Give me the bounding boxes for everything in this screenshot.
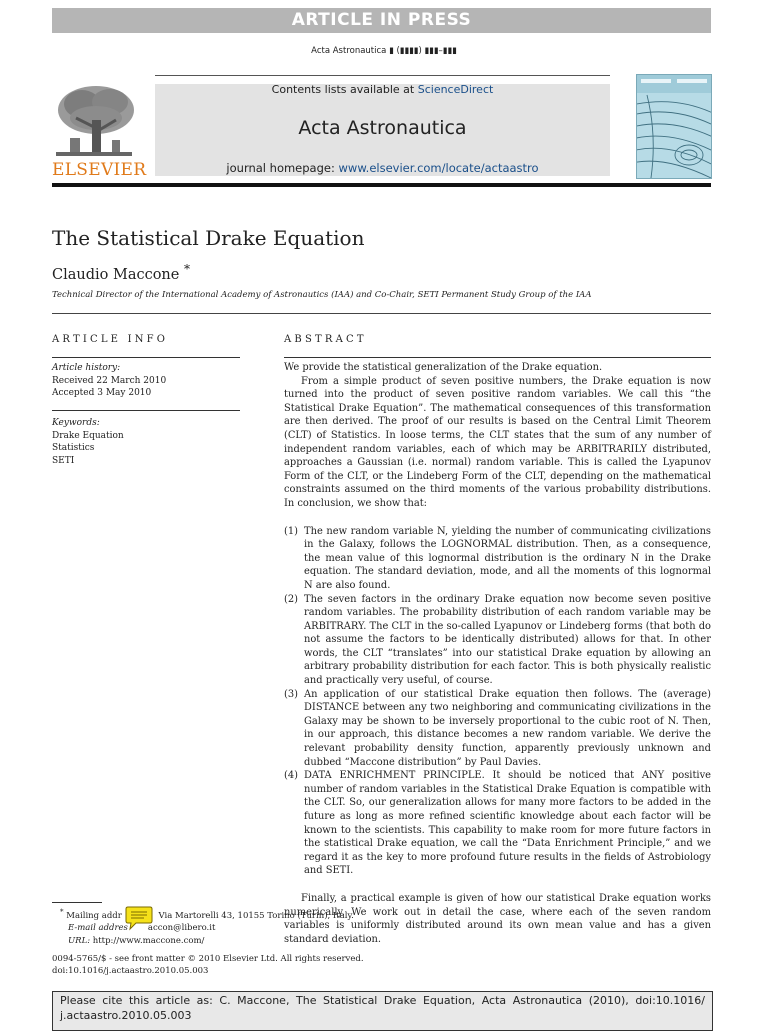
article-history [52,362,166,400]
list-item-text: An application of our statistical Drake equation then follows. The (average) DISTANCE between any two neighboring and communicating civilizations in the Galaxy may be shown to be inversely proportional to the cubic root of N. Then, in our approach, this distance becomes a new random variable. We derive the relevant probability density function, apparently previously unknown and dubbed “Maccone distribution” by Paul Davies. [304,688,711,768]
keywords-rule [52,410,240,411]
journal-homepage [155,161,610,175]
abstract-rule [284,357,711,358]
abstract-heading: ABSTRACT [284,334,367,345]
author-footnote-mark[interactable]: * [183,262,191,276]
keyword: SETI [52,455,75,466]
running-head: Acta Astronautica ▮ (▮▮▮▮) ▮▮▮–▮▮▮ [311,46,457,56]
copyright-block [52,953,364,978]
list-item [284,688,711,770]
list-item-number: (2) [284,593,298,605]
contents-prefix: Contents lists available at [271,83,415,96]
keywords-block [52,417,124,467]
keywords-label: Keywords: [52,418,100,428]
list-item-text: The new random variable N, yielding the number of communicating civilizations in the Galaxy, follows the LOGNORMAL distribution. Then, as a consequence, the mean value of this lognormal distribution is the ordinary N in the Drake equation. The standard deviation, mode, and all the moments of this lognormal N are also found. [304,525,711,591]
homepage-prefix: journal homepage: [226,161,335,175]
sciencedirect-link[interactable]: ScienceDirect [417,83,494,96]
homepage-link[interactable]: www.elsevier.com/locate/actaastro [338,161,539,175]
url-line [60,935,354,947]
list-item [284,593,711,688]
footnote-rule [52,902,102,903]
author-line [52,262,190,283]
journal-name: Acta Astronautica [298,117,467,139]
mailing-address-label: Mailing addr [66,910,122,921]
url-label: URL: [68,935,91,946]
abstract-paragraph: From a simple product of seven positive numbers, the Drake equation is now turned into the product of seven positive random variables. We call this “the Statistical Drake Equation”. The mathematical consequences of this transformation are then derived. The proof of our results is based on the Central Limit Theorem (CLT) of Statistics. In loose terms, the CLT states that the sum of any number of independent random variables, each of which may be ARBITRARILY distributed, approaches a Gaussian (i.e. normal) random variable. This is called the Lyapunov Form of the CLT, or the Lindeberg Form of the CLT, depending on the mathematical constraints assumed on the third moments of the various probability distributions. In conclusion, we show that: [284,375,711,509]
article-title: The Statistical Drake Equation [52,226,365,250]
list-item-text: DATA ENRICHMENT PRINCIPLE. It should be noticed that ANY positive number of random variables in the Statistical Drake Equation is compatible with the CLT. So, our generalization allows for many more factors to be added in the future as long as more refined scientific knowledge about each factor will be known to the scientists. This capability to make room for more future factors in the statistical Drake equation, we call the “Data Enrichment Principle,” and we regard it as the key to more profound future results in the fields of Astrobiology and SETI. [304,770,711,877]
header-bottom-rule [52,183,711,187]
email-label: E-mail addres [68,923,128,934]
history-label: Article history: [52,363,121,373]
journal-cover-image [636,74,712,179]
list-item-number: (1) [284,525,298,537]
abstract-paragraph: We provide the statistical generalization of the Drake equation. [284,362,603,373]
elsevier-tree-logo [52,84,137,160]
received-date: Received 22 March 2010 [52,375,167,386]
keyword: Drake Equation [52,430,124,441]
cover-art [637,75,711,178]
doi-line: doi:10.1016/j.actaastro.2010.05.003 [52,966,209,977]
article-info-heading: ARTICLE INFO [52,334,169,345]
mailing-address-line [60,906,354,922]
email-line [60,922,354,934]
author-name: Claudio Maccone [52,266,180,283]
footnote-mark: * [60,907,64,916]
accepted-date: Accepted 3 May 2010 [52,388,152,398]
mailing-address-value: Via Martorelli 43, 10155 Torino (Turin), Italy. [158,910,354,921]
abstract-body [284,361,711,946]
list-item [284,525,711,593]
list-item [284,769,711,878]
comment-annotation-icon[interactable] [124,906,154,932]
list-item-text: The seven factors in the ordinary Drake equation now become seven positive random variables. The probability distribution of each random variable may be ARBITRARY. The CLT in the so-called Lyapunov or Lindeberg forms (that both do not assume the factors to be identically distributed) allows for that. In other words, the CLT “translates” into our statistical Drake equation by allowing an arbitrary probability distribution for each factor. This is both physically realistic and practically very useful, of course. [304,593,711,687]
keyword: Statistics [52,443,95,453]
email-value[interactable]: accon@libero.it [147,923,216,934]
article-in-press-banner: ARTICLE IN PRESS [52,8,711,33]
list-item-number: (3) [284,688,298,700]
elsevier-wordmark: ELSEVIER [52,160,147,180]
list-item-number: (4) [284,770,298,782]
author-affiliation: Technical Director of the International Academy of Astronautics (IAA) and Co-Chair, SETI Permanent Study Group of the IAA [52,290,592,300]
title-rule [52,313,711,314]
url-value[interactable]: http://www.maccone.com/ [92,935,205,946]
contents-line [155,83,610,96]
copyright-line: 0094-5765/$ - see front matter © 2010 Elsevier Ltd. All rights reserved. [52,954,364,964]
article-info-rule [52,357,240,358]
author-footnote [60,906,354,947]
abstract-final-paragraph: Finally, a practical example is given of how our statistical Drake equation works numerically. We work out in detail the case, where each of the seven random variables is uniformly distributed around its own mean value and has a given standard deviation. [284,892,711,945]
header-top-rule [155,75,610,76]
citation-box: Please cite this article as: C. Maccone, The Statistical Drake Equation, Acta Astronautica (2010), doi:10.1016/ j.actaastro.2010.05.003 [52,991,713,1031]
conclusions-list [284,525,711,878]
